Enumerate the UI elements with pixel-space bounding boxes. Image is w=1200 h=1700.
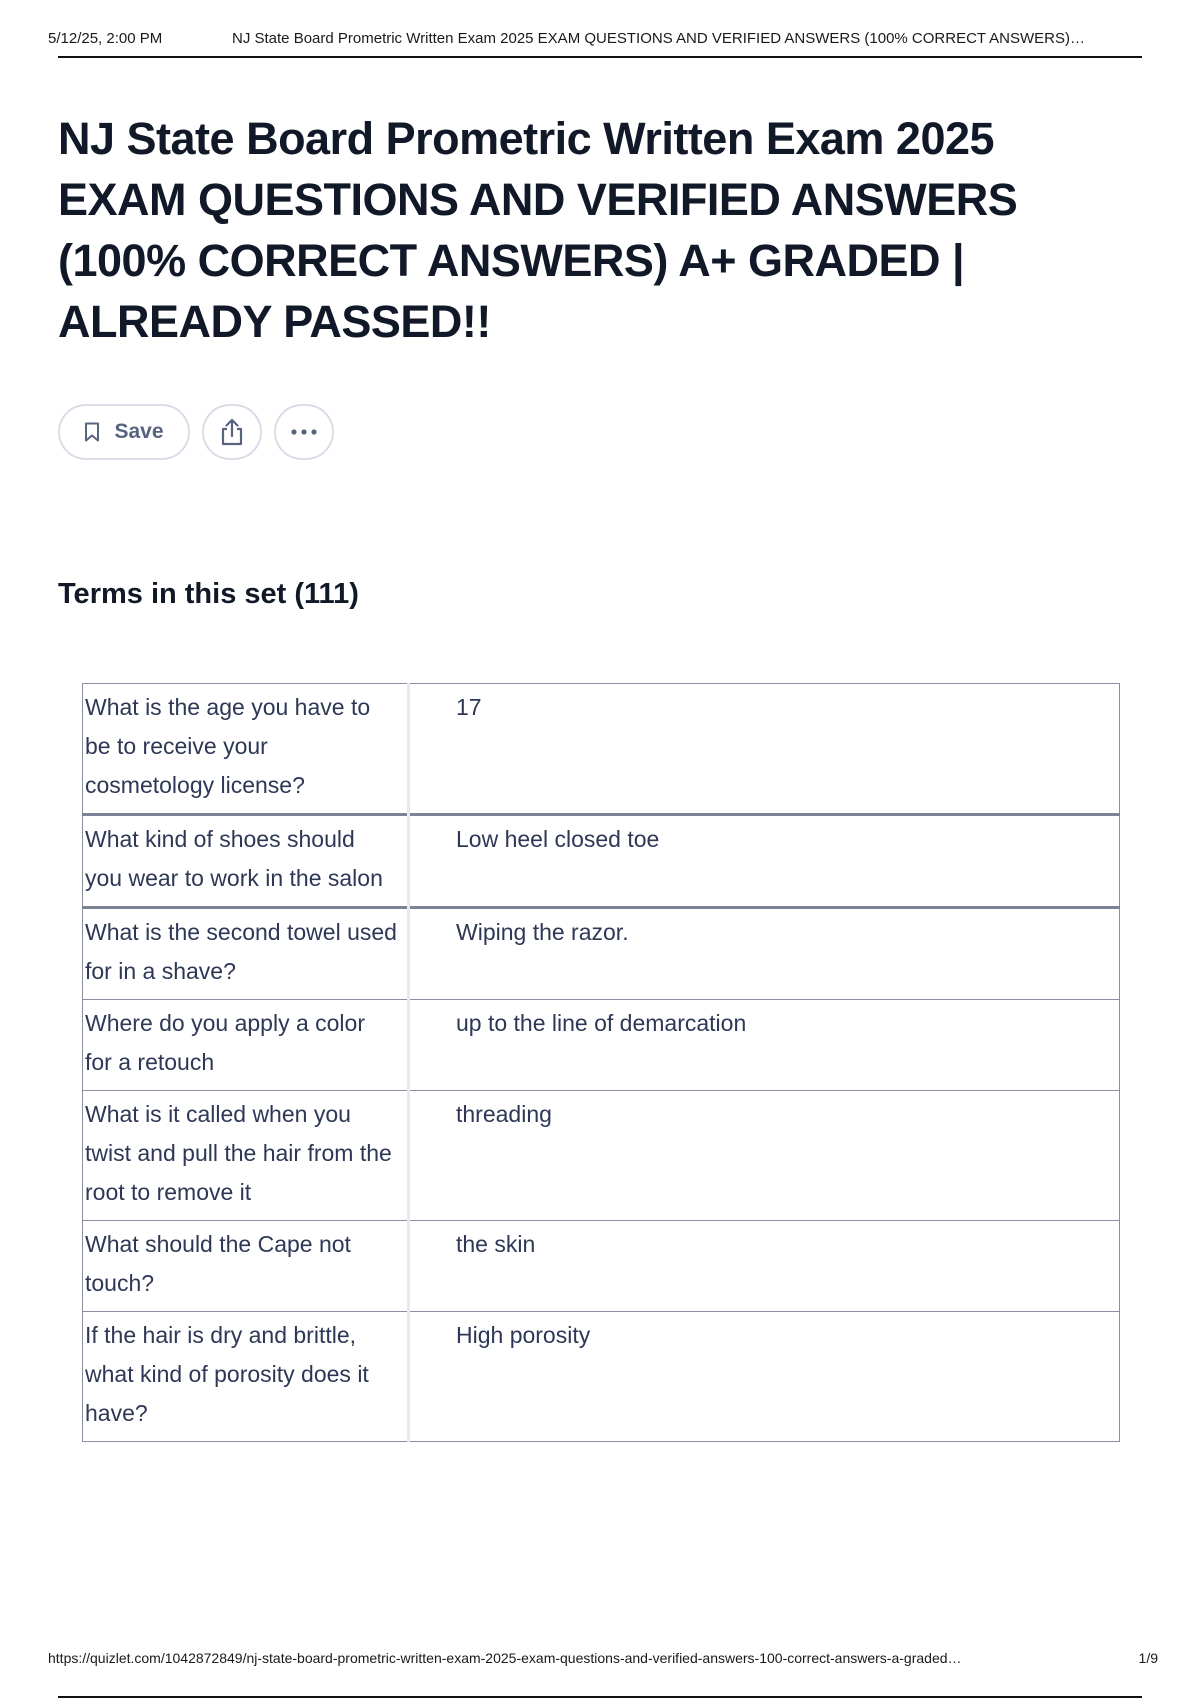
definition-cell: Wiping the razor. <box>409 908 1120 1000</box>
bookmark-icon <box>84 422 100 442</box>
term-cell: What is the second towel used for in a shave? <box>83 908 409 1000</box>
table-row <box>83 1091 1120 1221</box>
header-divider <box>58 56 1142 58</box>
definition-cell: the skin <box>409 1221 1120 1312</box>
page-title: NJ State Board Prometric Written Exam 2025 EXAM QUESTIONS AND VERIFIED ANSWERS (100% CORRECT ANSWERS) A+ GRADED | ALREADY PASSED!! <box>58 113 1018 347</box>
definition-cell: High porosity <box>409 1312 1120 1442</box>
table-row <box>83 815 1120 908</box>
table-row <box>83 1221 1120 1312</box>
print-footer <box>48 1650 1158 1672</box>
print-doc-title: NJ State Board Prometric Written Exam 2025 EXAM QUESTIONS AND VERIFIED ANSWERS (100% CORRECT ANSWERS)… <box>232 30 1086 47</box>
footer-divider <box>58 1696 1142 1698</box>
share-icon <box>219 417 245 447</box>
print-header <box>48 28 1148 52</box>
definition-cell: 17 <box>409 684 1120 815</box>
share-button[interactable] <box>202 404 262 460</box>
term-cell: What is it called when you twist and pull the hair from the root to remove it <box>83 1091 409 1221</box>
table-row <box>83 908 1120 1000</box>
more-options-button[interactable] <box>274 404 334 460</box>
print-url: https://quizlet.com/1042872849/nj-state-board-prometric-written-exam-2025-exam-questions-and-verified-answers-100-correct-answers-a-graded… <box>48 1650 962 1666</box>
more-horizontal-icon <box>290 428 318 436</box>
save-label: Save <box>114 420 164 443</box>
definition-cell: up to the line of demarcation <box>409 1000 1120 1091</box>
table-row <box>83 1312 1120 1442</box>
definition-cell: threading <box>409 1091 1120 1221</box>
table-row <box>83 1000 1120 1091</box>
term-cell: Where do you apply a color for a retouch <box>83 1000 409 1091</box>
term-cell: If the hair is dry and brittle, what kind of porosity does it have? <box>83 1312 409 1442</box>
table-row <box>83 684 1120 815</box>
term-cell: What kind of shoes should you wear to work in the salon <box>83 815 409 908</box>
page-number: 1/9 <box>1138 1650 1158 1666</box>
save-button[interactable] <box>58 404 190 460</box>
term-cell: What is the age you have to be to receive your cosmetology license? <box>83 684 409 815</box>
print-date: 5/12/25, 2:00 PM <box>48 30 163 47</box>
terms-heading: Terms in this set (111) <box>58 578 359 610</box>
definition-cell: Low heel closed toe <box>409 815 1120 908</box>
terms-table <box>82 683 1120 1442</box>
term-cell: What should the Cape not touch? <box>83 1221 409 1312</box>
